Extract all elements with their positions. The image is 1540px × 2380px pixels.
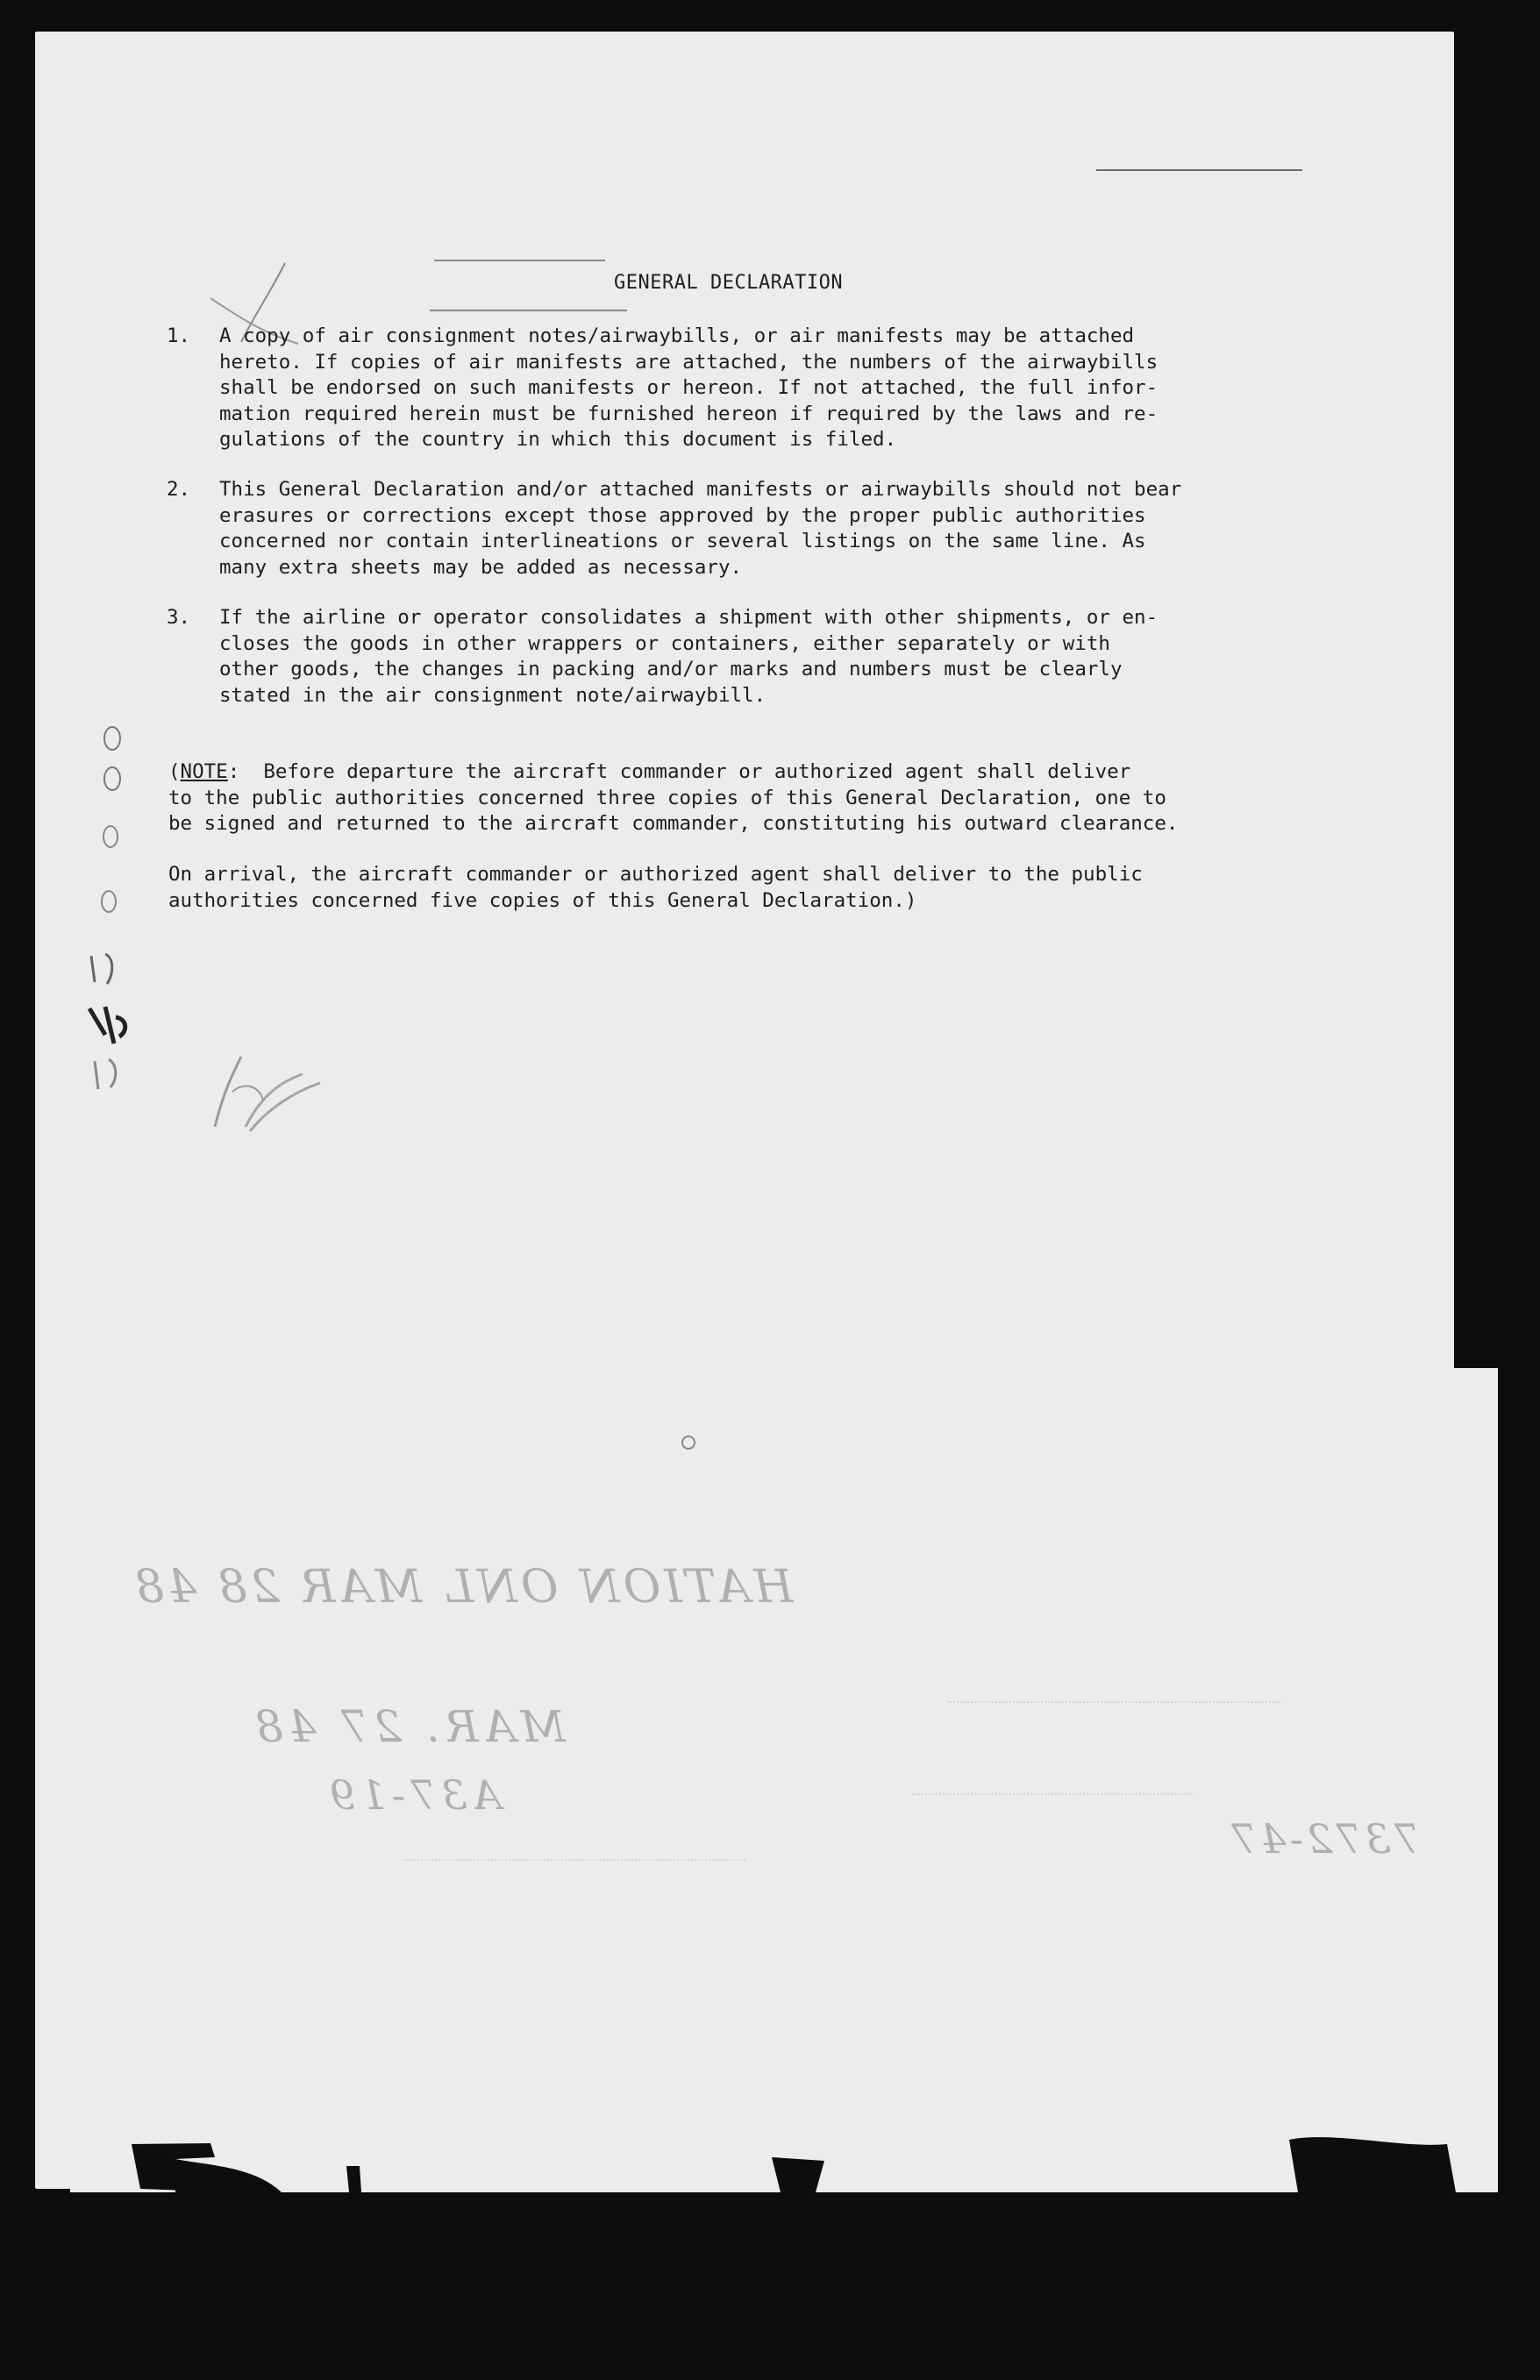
note-open-paren: ( bbox=[168, 760, 181, 783]
margin-handwriting-icon bbox=[79, 938, 158, 1096]
note-first-line-text: Before departure the aircraft commander or authorized agent shall deliver bbox=[239, 760, 1131, 783]
heading-rule-upper bbox=[434, 260, 605, 261]
item-line: gulations of the country in which this document is filed. bbox=[219, 428, 897, 451]
torn-edge-damage bbox=[0, 2105, 1540, 2210]
heading-rule-lower bbox=[430, 310, 627, 311]
note-label: NOTE bbox=[180, 760, 228, 783]
bleed-through-stamp-b: MAR. 27 48 bbox=[250, 1701, 566, 1752]
note-line: be signed and returned to the aircraft commander, constituting his outward clearance. bbox=[168, 812, 1179, 835]
item-line: many extra sheets may be added as necessary. bbox=[219, 555, 743, 579]
item-number: 1. bbox=[167, 324, 191, 347]
item-line: stated in the air consignment note/airwaybill. bbox=[219, 683, 766, 707]
margin-punch-marks-icon bbox=[88, 719, 140, 930]
note-line: to the public authorities concerned three copies of this General Declaration, one to bbox=[168, 786, 1166, 809]
item-line: mation required herein must be furnished hereon if required by the laws and re- bbox=[219, 402, 1159, 425]
item-body bbox=[219, 324, 1359, 453]
note-paragraph bbox=[168, 759, 1178, 837]
bleed-through-stamp-c: A37-19 bbox=[324, 1771, 502, 1819]
item-line: closes the goods in other wrappers or containers, either separately or with bbox=[219, 631, 1110, 655]
small-circle-mark-icon bbox=[675, 1429, 702, 1456]
item-line: A copy of air consignment notes/airwaybills, or air manifests may be attached bbox=[219, 324, 1135, 347]
arrival-line: On arrival, the aircraft commander or authorized agent shall deliver to the public bbox=[168, 863, 1143, 886]
top-right-rule bbox=[1096, 169, 1302, 171]
item-line: erasures or corrections except those approved by the proper public authorities bbox=[219, 503, 1146, 527]
item-line: hereto. If copies of air manifests are attached, the numbers of the airwaybills bbox=[219, 350, 1159, 374]
item-line: If the airline or operator consolidates a shipment with other shipments, or en- bbox=[219, 606, 1159, 629]
note-first-line bbox=[168, 759, 1178, 786]
item-line: shall be endorsed on such manifests or hereon. If not attached, the full infor- bbox=[219, 376, 1159, 399]
item-number: 2. bbox=[167, 478, 191, 501]
bleed-through-residue bbox=[403, 1859, 745, 1880]
item-body bbox=[219, 605, 1359, 709]
item-line: other goods, the changes in packing and/or marks and numbers must be clearly bbox=[219, 658, 1123, 681]
item-number: 3. bbox=[167, 606, 191, 629]
page-title: GENERAL DECLARATION bbox=[614, 272, 844, 294]
arrival-line: authorities concerned five copies of this General Declaration.) bbox=[168, 888, 917, 912]
item-body bbox=[219, 477, 1359, 581]
note-colon: : bbox=[227, 760, 240, 783]
item-line: concerned nor contain interlineations or several listings on the same line. As bbox=[219, 530, 1146, 552]
bleed-through-residue bbox=[947, 1701, 1280, 1722]
arrival-paragraph bbox=[168, 862, 1143, 914]
item-line: This General Declaration and/or attached manifests or airwaybills should not bear bbox=[219, 478, 1182, 501]
bleed-through-stamp-a: HATION ONL MAR 28 48 bbox=[132, 1561, 794, 1614]
bleed-through-stamp-d: 7372-47 bbox=[1228, 1815, 1421, 1863]
bleed-through-residue bbox=[912, 1793, 1193, 1814]
handwritten-initials-icon bbox=[197, 1039, 329, 1144]
